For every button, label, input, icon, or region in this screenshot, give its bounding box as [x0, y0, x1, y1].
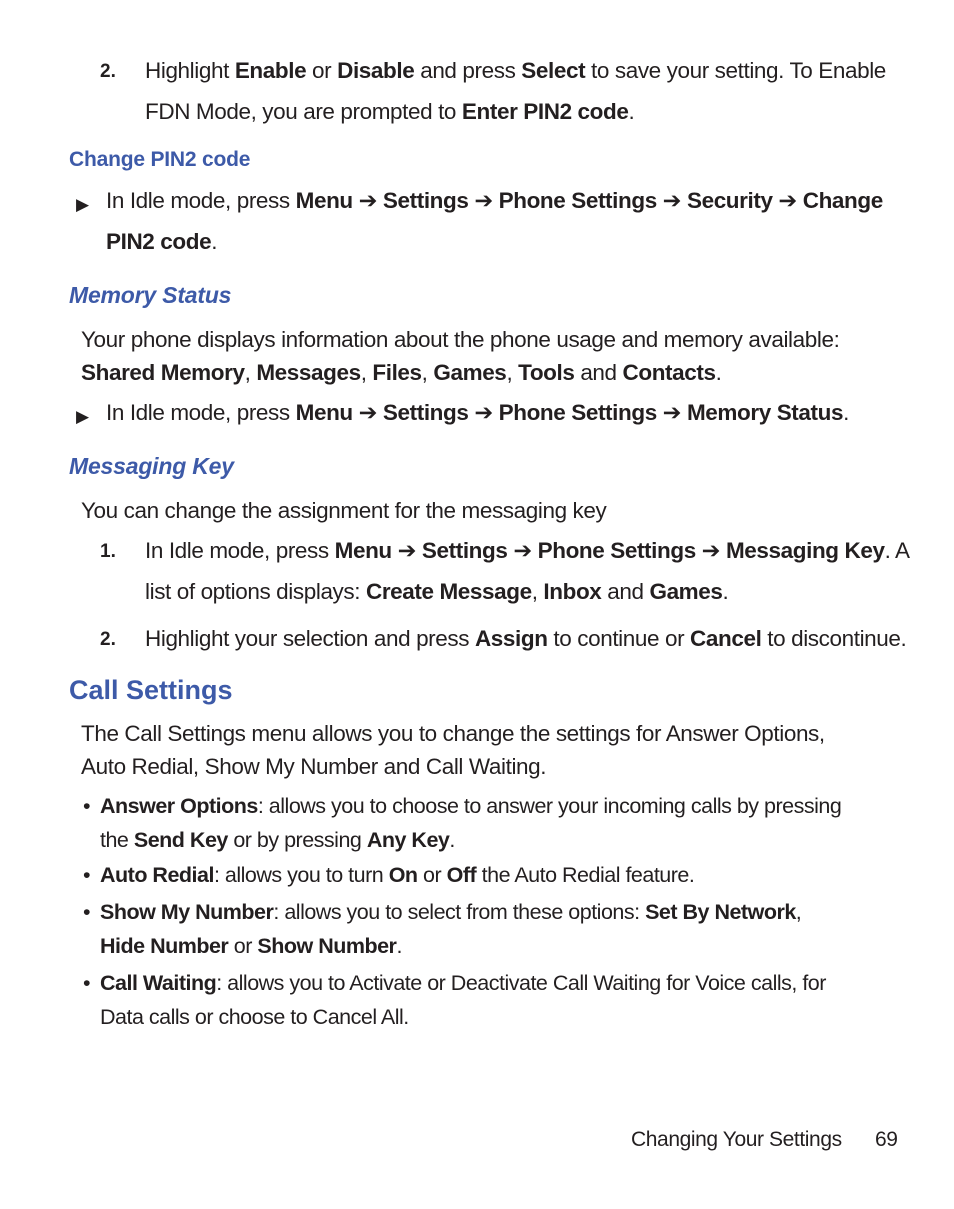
step-text: Highlight your selection and press Assign to continue or Cancel to discontinue.	[145, 626, 907, 651]
instruction-text: In Idle mode, press Menu ➔ Settings ➔ Phone Settings ➔ Security ➔ Change PIN2 code.	[106, 188, 883, 254]
step-number: 2.	[100, 629, 116, 650]
bullet-text: Show My Number: allows you to select from these options: Set By Network, Hide Number or Show Number.	[100, 900, 802, 958]
footer-section-title: Changing Your Settings	[631, 1128, 842, 1151]
bullet-icon: •	[83, 794, 91, 818]
bullet-text: Call Waiting: allows you to Activate or Deactivate Call Waiting for Voice calls, for Data calls or choose to Cancel All.	[100, 971, 826, 1029]
heading-call-settings: Call Settings	[69, 675, 233, 705]
bullet-text: Auto Redial: allows you to turn On or Off the Auto Redial feature.	[100, 863, 695, 887]
messaging-key-intro: You can change the assignment for the messaging key	[81, 498, 607, 523]
memory-status-intro	[81, 323, 901, 389]
heading-change-pin2: Change PIN2 code	[69, 148, 251, 171]
bullet-icon: •	[83, 971, 91, 995]
page-number: 69	[875, 1128, 898, 1151]
instruction-text: In Idle mode, press Menu ➔ Settings ➔ Phone Settings ➔ Memory Status.	[106, 400, 849, 425]
step-number: 1.	[100, 541, 116, 562]
memory-items: Shared Memory, Messages, Files, Games, Tools and Contacts.	[81, 360, 722, 385]
step-text: Highlight Enable or Disable and press Select to save your setting. To Enable FDN Mode, you are prompted to Enter PIN2 code.	[145, 58, 886, 124]
step-enable-fdn	[0, 54, 954, 144]
bullet-icon: •	[83, 900, 91, 924]
triangle-bullet-icon: ▶	[76, 195, 90, 214]
instruction-memory-status	[0, 396, 954, 440]
step-number: 2.	[100, 61, 116, 82]
heading-messaging-key: Messaging Key	[69, 453, 234, 479]
triangle-bullet-icon: ▶	[76, 407, 90, 426]
bullet-icon: •	[83, 863, 91, 887]
bullet-text: Answer Options: allows you to choose to answer your incoming calls by pressing the Send Key or by pressing Any Key.	[100, 794, 842, 852]
step-text: In Idle mode, press Menu ➔ Settings ➔ Phone Settings ➔ Messaging Key. A list of options displays: Create Message, Inbox and Games.	[145, 538, 909, 604]
heading-memory-status: Memory Status	[69, 282, 232, 308]
step-messaging-key-1	[0, 534, 954, 618]
call-settings-intro: The Call Settings menu allows you to change the settings for Answer Options, Auto Redial, Show My Number and Call Waiting.	[81, 721, 825, 779]
instruction-change-pin2	[0, 184, 954, 268]
step-messaging-key-2	[0, 622, 954, 666]
intro-text: Your phone displays information about the phone usage and memory available:	[81, 327, 840, 352]
